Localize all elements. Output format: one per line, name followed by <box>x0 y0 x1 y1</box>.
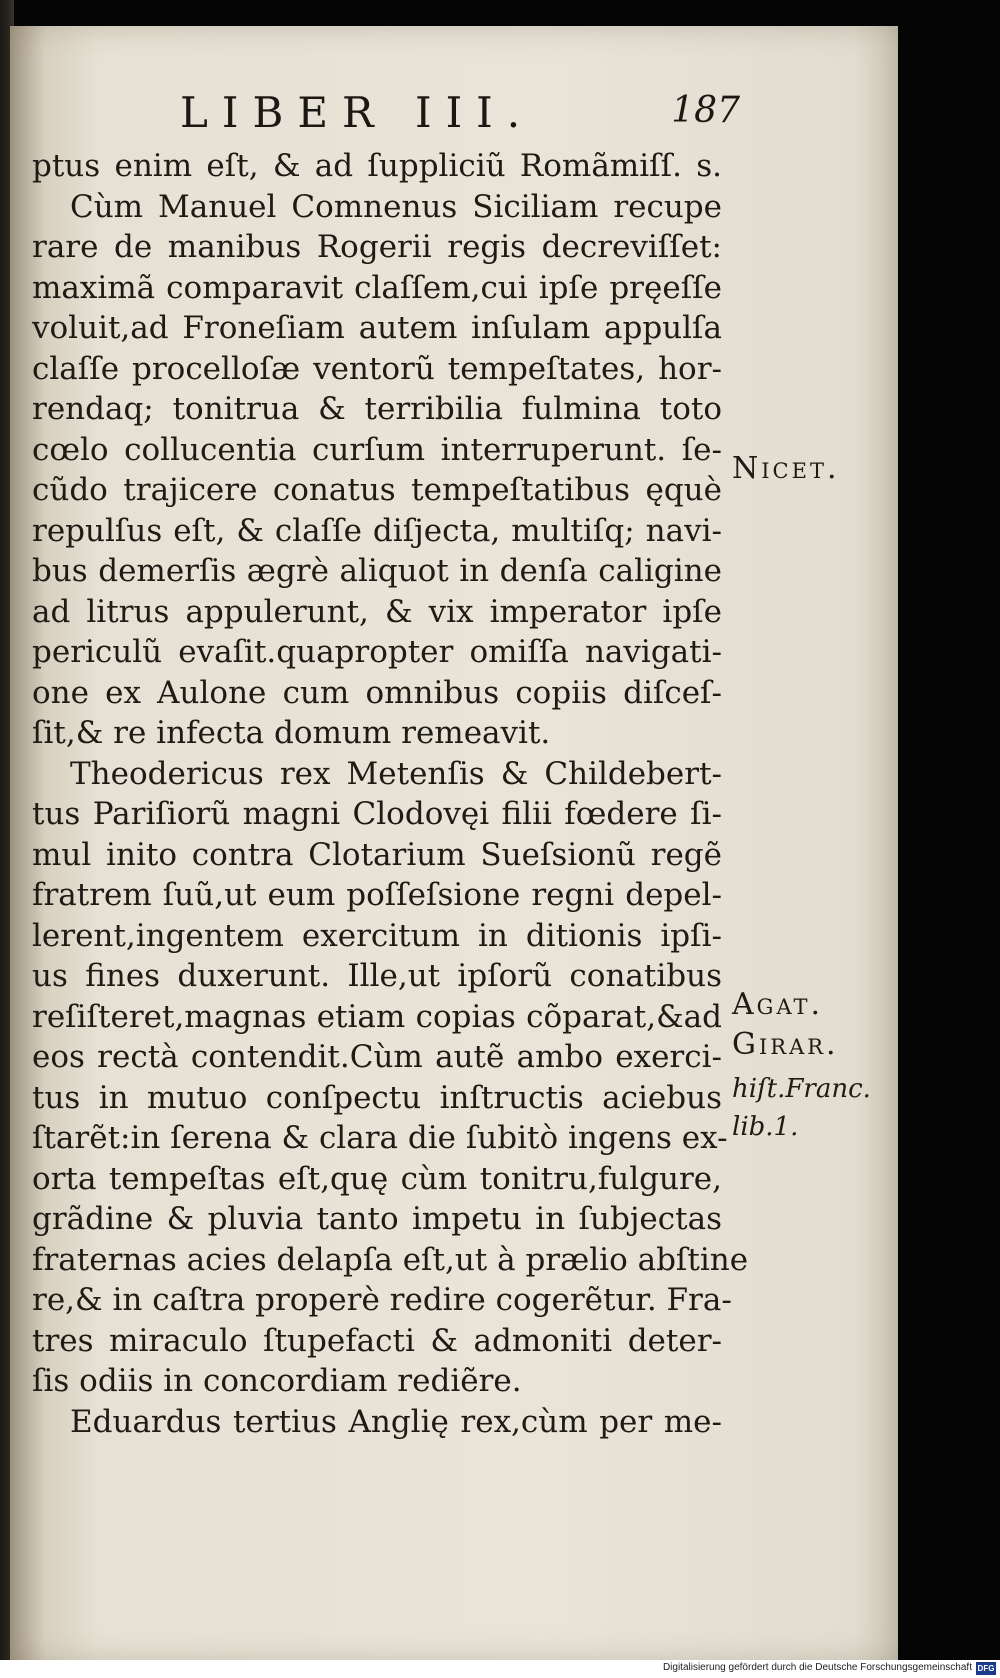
dfg-logo: DFG <box>977 1664 995 1673</box>
text-line: grãdine & pluvia tanto impetu in ſubjectas <box>32 1201 722 1237</box>
text-line: cũdo trajicere conatus tempeſtatibus ęquè <box>32 472 722 508</box>
margin-note-agat: Agat. <box>732 987 824 1022</box>
text-line: reſiſteret,magnas etiam copias cõparat,&ad <box>32 998 722 1035</box>
text-line: voluit,ad Froneſiam autem inſulam appulſa <box>32 310 722 346</box>
margin-note-hist-franc: hiſt.Franc. <box>732 1074 871 1104</box>
text-line: tres miraculo ſtupefacti & admoniti deter- <box>32 1322 722 1359</box>
text-line: ſit,& re infecta domum remeavit. <box>32 715 551 751</box>
page-header <box>180 88 740 138</box>
text-line: ad litrus appulerunt, & vix imperator ipſe <box>32 593 722 630</box>
text-line: cœlo collucentia curſum interruperunt. ſe- <box>32 431 722 468</box>
text-line: repulſus eſt, & claſſe diſjecta, multiſq; navi- <box>32 512 722 549</box>
text-line: re,& in caſtra properè redire cogerẽtur. Fra- <box>32 1282 732 1318</box>
page-number: 187 <box>671 90 740 131</box>
text-line: fraternas acies delapſa eſt,ut à prælio abſtine <box>32 1241 749 1278</box>
text-line: orta tempeſtas eſt,quę cùm tonitru,fulgure, <box>32 1160 722 1197</box>
body-text <box>32 146 749 1442</box>
text-line: bus demerſis ægrè aliquot in denſa caligine <box>32 553 722 589</box>
text-line: eos rectà contendit.Cùm autẽ ambo exerci- <box>32 1039 722 1075</box>
text-line: ſtarẽt:in ſerena & clara die ſubitò ingens ex- <box>32 1120 728 1156</box>
text-line: ſis odiis in concordiam rediẽre. <box>32 1363 522 1399</box>
text-line: Cùm Manuel Comnenus Siciliam recupe <box>70 188 722 225</box>
footer-bar <box>0 1660 1000 1678</box>
text-line: tus in mutuo conſpectu inſtructis aciebus <box>32 1079 722 1116</box>
text-line: claſſe procelloſæ ventorũ tempeſtates, hor- <box>32 350 722 387</box>
text-line: us fines duxerunt. Ille,ut ipſorũ conatibus <box>32 958 722 994</box>
text-line: tus Pariſiorũ magni Clodovęi filii fœdere ſi- <box>32 796 722 832</box>
book-page <box>10 26 898 1662</box>
text-line: Theodericus rex Metenſis & Childebert- <box>70 755 722 792</box>
margin-notes <box>732 26 882 1626</box>
text-line: one ex Aulone cum omnibus copiis diſceſ- <box>32 674 722 711</box>
digitization-credit: Digitalisierung gefördert durch die Deutsche Forschungsgemeinschaft <box>662 1662 972 1673</box>
text-line: maximã comparavit claſſem,cui ipſe pręeſſe <box>32 269 722 306</box>
text-line: ptus enim eſt, & ad ſuppliciũ Romãmiſſ. s. <box>32 148 722 184</box>
margin-note-lib: lib.1. <box>732 1112 799 1142</box>
text-line: Eduardus tertius Anglię rex,cùm per me- <box>70 1403 722 1440</box>
text-line: fratrem ſuũ,ut eum poſſeſsione regni depel- <box>32 877 722 913</box>
margin-note-girar: Girar. <box>732 1027 839 1062</box>
text-line: rare de manibus Rogerii regis decreviſſet: <box>32 229 722 265</box>
text-line: rendaq; tonitrua & terribilia fulmina toto <box>32 391 722 427</box>
margin-note-nicet: Nicet. <box>732 451 840 486</box>
text-line: periculũ evaſit.quapropter omiſſa navigati- <box>32 634 722 670</box>
text-line: lerent,ingentem exercitum in ditionis ipſi- <box>32 917 722 954</box>
text-line: mul inito contra Clotarium Sueſsionũ regẽ <box>32 836 722 873</box>
running-title: LIBER III. <box>180 88 535 137</box>
